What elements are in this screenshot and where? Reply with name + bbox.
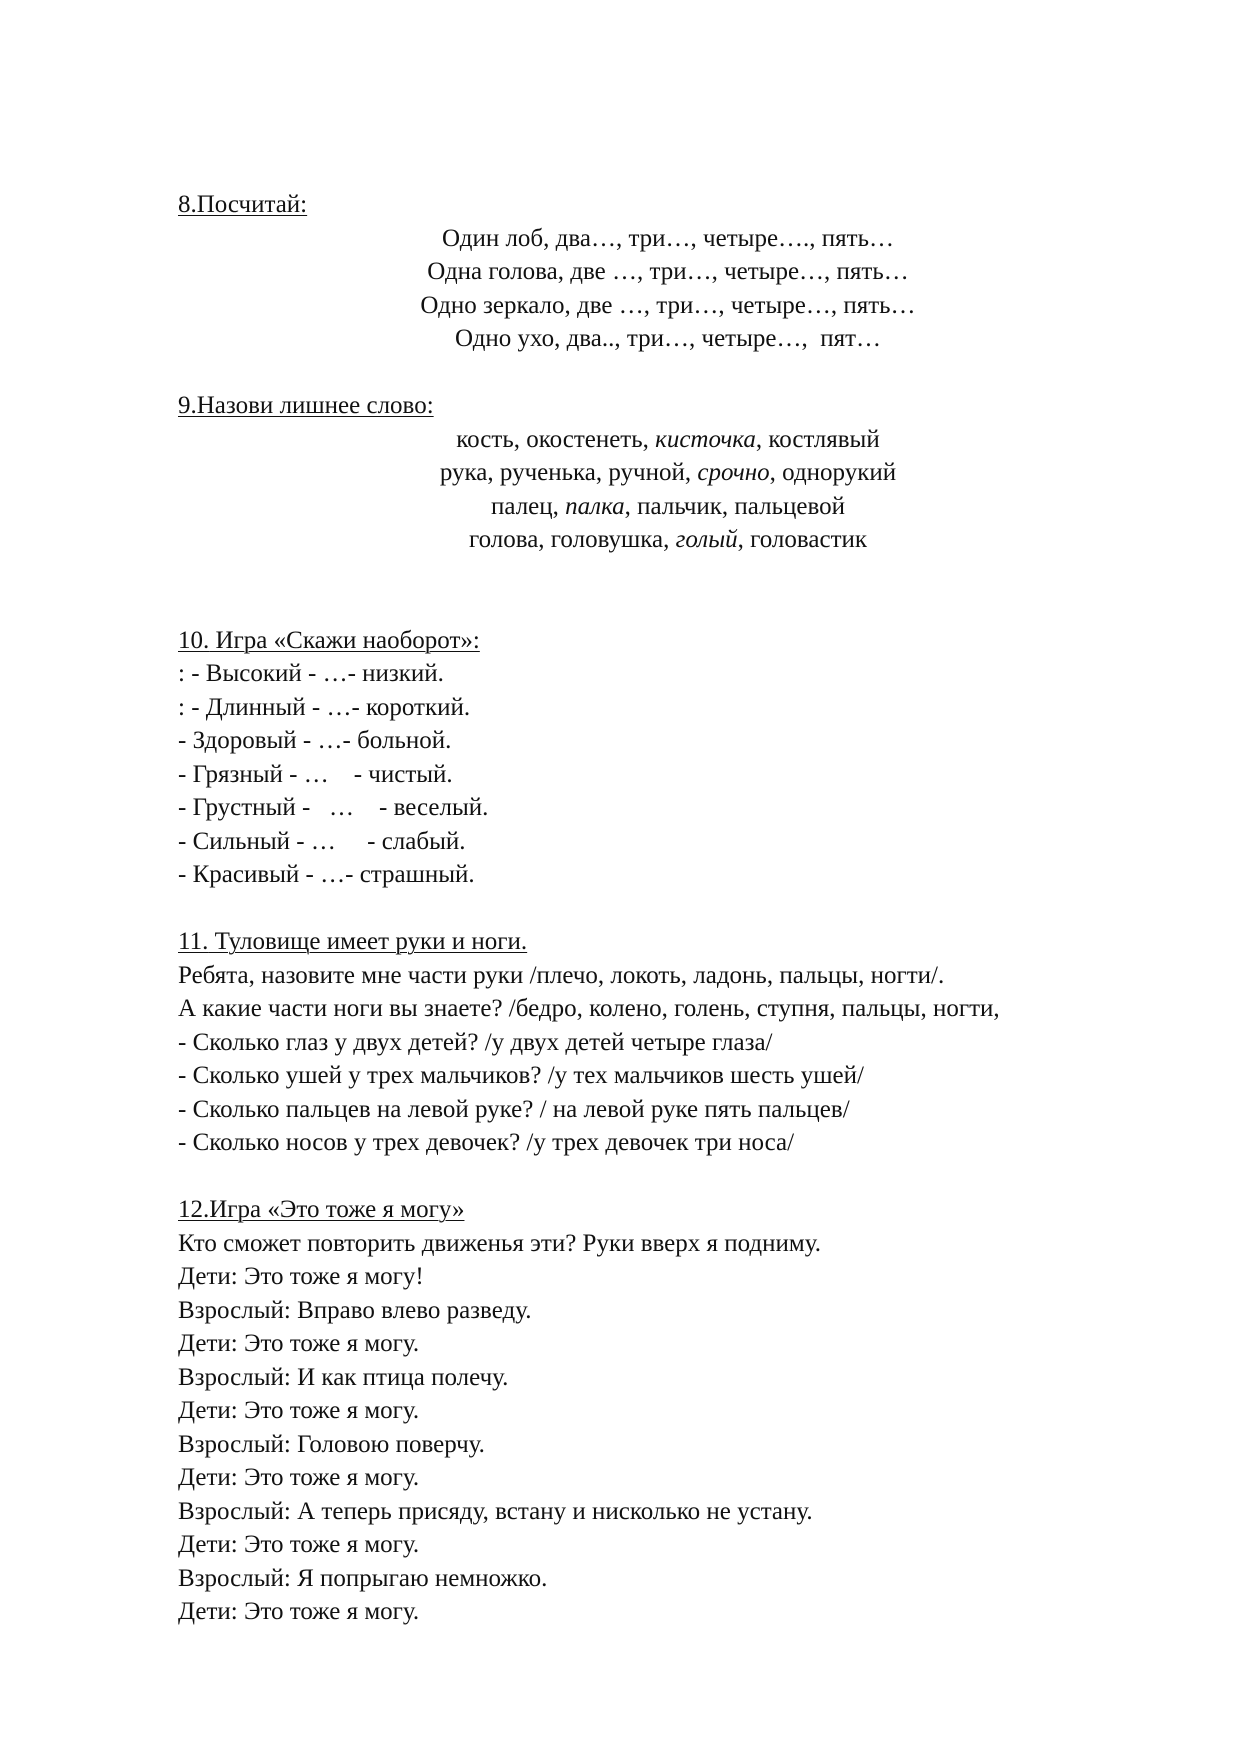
word-group-post: , костлявый	[755, 425, 880, 453]
game-line: Дети: Это тоже я могу.	[178, 1330, 420, 1357]
count-line: Одно зеркало, две …, три…, четыре…, пять…	[420, 291, 916, 319]
body-parts-line: - Сколько пальцев на левой руке? / на левой руке пять пальцев/	[178, 1095, 850, 1123]
odd-word: кисточка	[655, 425, 756, 453]
game-line: Взрослый: А теперь присяду, встану и нисколько не устану.	[178, 1497, 813, 1525]
body-parts-line: - Сколько ушей у трех мальчиков? /у тех мальчиков шесть ушей/	[178, 1062, 864, 1089]
odd-word-line	[368, 490, 968, 524]
section-9-title: 9.Назови лишнее слово:	[178, 392, 434, 419]
odd-word: палка	[565, 492, 625, 520]
section-number: 11.	[178, 928, 209, 955]
antonym-line: - Сильный - … - слабый.	[178, 827, 466, 855]
spacer	[178, 557, 1158, 624]
game-line: Кто сможет повторить движенья эти? Руки вверх я подниму.	[178, 1229, 821, 1257]
document-page	[178, 188, 1158, 1629]
section-title-text: Туловище имеет руки и ноги.	[208, 928, 528, 955]
section-12-title: 12.Игра «Это тоже я могу»	[178, 1196, 465, 1223]
antonym-line: - Грустный - … - веселый.	[178, 794, 489, 821]
word-group-post: , пальчик, пальцевой	[624, 492, 845, 520]
game-line: Взрослый: И как птица полечу.	[178, 1363, 509, 1391]
odd-word-line	[368, 456, 968, 490]
antonym-line: - Красивый - …- страшный.	[178, 861, 475, 888]
odd-word-line	[368, 423, 968, 457]
game-line: Дети: Это тоже я могу.	[178, 1464, 420, 1491]
antonym-line: - Здоровый - …- больной.	[178, 727, 452, 754]
section-title-text: Игра «Скажи наоборот»:	[209, 626, 480, 654]
word-group-pre: кость, окостенеть,	[456, 425, 656, 453]
section-11-title	[178, 925, 1158, 959]
odd-word-line	[368, 523, 968, 557]
count-line: Одно ухо, два.., три…, четыре…, пят…	[454, 325, 882, 352]
spacer	[178, 1160, 1158, 1194]
body-parts-line: - Сколько носов у трех девочек? /у трех девочек три носа/	[178, 1129, 795, 1156]
word-group-pre: голова, головушка,	[468, 526, 676, 553]
game-line: Дети: Это тоже я могу.	[178, 1531, 420, 1558]
word-group-post: , однорукий	[769, 459, 897, 486]
odd-word: голый	[675, 526, 738, 553]
spacer	[178, 892, 1158, 926]
body-parts-line: - Сколько глаз у двух детей? /у двух детей четыре глаза/	[178, 1028, 773, 1056]
game-line: Взрослый: Головою поверчу.	[178, 1430, 485, 1458]
game-line: Дети: Это тоже я могу!	[178, 1263, 424, 1290]
body-parts-line: Ребята, назовите мне части руки /плечо, локоть, ладонь, пальцы, ногти/.	[178, 961, 945, 989]
game-line: Взрослый: Я попрыгаю немножко.	[178, 1564, 548, 1592]
antonym-line: - Грязный - … - чистый.	[178, 760, 453, 788]
antonym-line: : - Длинный - …- короткий.	[178, 693, 471, 721]
antonym-line: : - Высокий - …- низкий.	[178, 660, 444, 687]
count-line: Одна голова, две …, три…, четыре…, пять…	[427, 258, 909, 285]
section-8-title: 8.Посчитай:	[178, 191, 308, 218]
body-parts-line: А какие части ноги вы знаете? /бедро, колено, голень, ступня, пальцы, ногти,	[178, 995, 1000, 1022]
word-group-pre: рука, рученька, ручной,	[439, 459, 698, 486]
word-group-pre: палец,	[491, 492, 566, 520]
game-line: Дети: Это тоже я могу.	[178, 1598, 420, 1625]
game-line: Взрослый: Вправо влево разведу.	[178, 1296, 532, 1324]
count-line: Один лоб, два…, три…, четыре…., пять…	[442, 224, 894, 252]
game-line: Дети: Это тоже я могу.	[178, 1397, 420, 1424]
section-10-title	[178, 624, 1158, 658]
odd-word: срочно	[697, 459, 770, 486]
spacer	[178, 356, 1158, 390]
section-number: 10.	[178, 626, 210, 654]
word-group-post: , головастик	[737, 526, 868, 553]
